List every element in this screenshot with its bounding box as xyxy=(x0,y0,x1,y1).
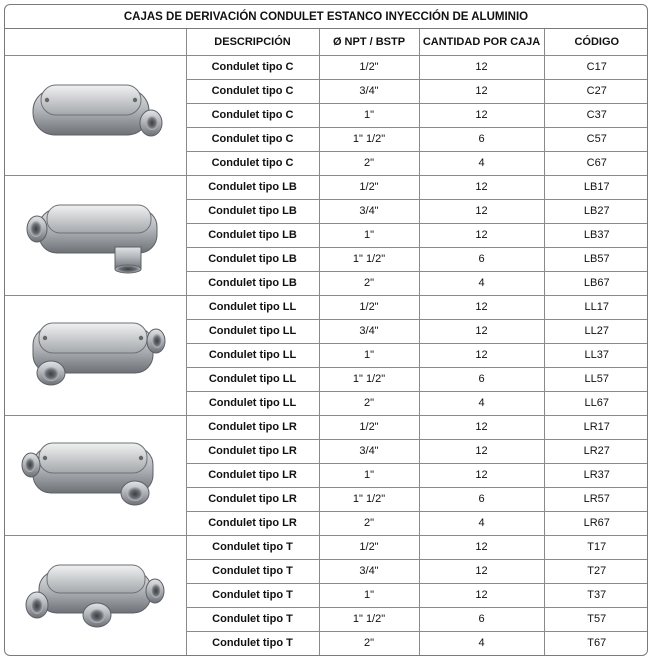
size-cell: 1/2" xyxy=(319,295,419,319)
description-cell: Condulet tipo LB xyxy=(186,247,319,271)
quantity-cell: 12 xyxy=(419,175,544,199)
quantity-cell: 12 xyxy=(419,583,544,607)
size-cell: 1" 1/2" xyxy=(319,367,419,391)
code-cell: C17 xyxy=(544,55,648,79)
product-table xyxy=(5,29,648,656)
description-cell: Condulet tipo LB xyxy=(186,271,319,295)
header-row xyxy=(5,29,648,55)
code-cell: C57 xyxy=(544,127,648,151)
table-row xyxy=(5,175,648,199)
description-cell: Condulet tipo T xyxy=(186,535,319,559)
size-cell: 3/4" xyxy=(319,319,419,343)
description-cell: Condulet tipo T xyxy=(186,583,319,607)
size-cell: 3/4" xyxy=(319,79,419,103)
quantity-cell: 12 xyxy=(419,295,544,319)
description-cell: Condulet tipo LR xyxy=(186,511,319,535)
header-quantity: CANTIDAD POR CAJA xyxy=(419,29,544,55)
size-cell: 3/4" xyxy=(319,559,419,583)
size-cell: 3/4" xyxy=(319,199,419,223)
code-cell: T67 xyxy=(544,631,648,655)
description-cell: Condulet tipo LR xyxy=(186,487,319,511)
quantity-cell: 4 xyxy=(419,511,544,535)
description-cell: Condulet tipo LR xyxy=(186,463,319,487)
code-cell: C67 xyxy=(544,151,648,175)
product-image-cell xyxy=(5,295,186,415)
size-cell: 1" 1/2" xyxy=(319,607,419,631)
table-row xyxy=(5,55,648,79)
code-cell: T17 xyxy=(544,535,648,559)
description-cell: Condulet tipo T xyxy=(186,607,319,631)
description-cell: Condulet tipo C xyxy=(186,55,319,79)
code-cell: LL67 xyxy=(544,391,648,415)
quantity-cell: 12 xyxy=(419,463,544,487)
size-cell: 2" xyxy=(319,271,419,295)
table-row xyxy=(5,535,648,559)
quantity-cell: 12 xyxy=(419,319,544,343)
description-cell: Condulet tipo LL xyxy=(186,295,319,319)
header-size: Ø NPT / BSTP xyxy=(319,29,419,55)
header-code: CÓDIGO xyxy=(544,29,648,55)
size-cell: 1/2" xyxy=(319,415,419,439)
size-cell: 1" 1/2" xyxy=(319,247,419,271)
code-cell: LL27 xyxy=(544,319,648,343)
code-cell: T27 xyxy=(544,559,648,583)
code-cell: LL17 xyxy=(544,295,648,319)
product-image-cell xyxy=(5,55,186,175)
code-cell: LR27 xyxy=(544,439,648,463)
description-cell: Condulet tipo LR xyxy=(186,439,319,463)
quantity-cell: 12 xyxy=(419,55,544,79)
size-cell: 1" 1/2" xyxy=(319,487,419,511)
size-cell: 2" xyxy=(319,511,419,535)
quantity-cell: 12 xyxy=(419,223,544,247)
code-cell: C27 xyxy=(544,79,648,103)
description-cell: Condulet tipo C xyxy=(186,127,319,151)
size-cell: 2" xyxy=(319,391,419,415)
description-cell: Condulet tipo LB xyxy=(186,223,319,247)
description-cell: Condulet tipo LL xyxy=(186,391,319,415)
quantity-cell: 12 xyxy=(419,415,544,439)
code-cell: LB17 xyxy=(544,175,648,199)
product-image-cell xyxy=(5,415,186,535)
quantity-cell: 12 xyxy=(419,79,544,103)
quantity-cell: 4 xyxy=(419,271,544,295)
table-row xyxy=(5,295,648,319)
quantity-cell: 12 xyxy=(419,103,544,127)
description-cell: Condulet tipo LL xyxy=(186,367,319,391)
description-cell: Condulet tipo T xyxy=(186,559,319,583)
product-table-frame xyxy=(4,4,648,656)
size-cell: 1/2" xyxy=(319,175,419,199)
condulet-lb-icon xyxy=(11,185,179,285)
table-row xyxy=(5,415,648,439)
code-cell: LR57 xyxy=(544,487,648,511)
code-cell: LB27 xyxy=(544,199,648,223)
table-title: CAJAS DE DERIVACIÓN CONDULET ESTANCO INYECCIÓN DE ALUMINIO xyxy=(5,5,647,29)
description-cell: Condulet tipo C xyxy=(186,103,319,127)
quantity-cell: 12 xyxy=(419,535,544,559)
code-cell: T57 xyxy=(544,607,648,631)
condulet-c-icon xyxy=(11,65,179,165)
quantity-cell: 12 xyxy=(419,199,544,223)
description-cell: Condulet tipo LL xyxy=(186,343,319,367)
table-body xyxy=(5,55,648,655)
size-cell: 2" xyxy=(319,631,419,655)
condulet-lr-icon xyxy=(11,425,179,525)
description-cell: Condulet tipo LL xyxy=(186,319,319,343)
size-cell: 1" xyxy=(319,103,419,127)
code-cell: LB57 xyxy=(544,247,648,271)
quantity-cell: 4 xyxy=(419,631,544,655)
size-cell: 1" 1/2" xyxy=(319,127,419,151)
description-cell: Condulet tipo LB xyxy=(186,199,319,223)
condulet-t-icon xyxy=(11,545,179,645)
description-cell: Condulet tipo T xyxy=(186,631,319,655)
quantity-cell: 6 xyxy=(419,247,544,271)
header-description: DESCRIPCIÓN xyxy=(186,29,319,55)
size-cell: 2" xyxy=(319,151,419,175)
quantity-cell: 6 xyxy=(419,487,544,511)
header-image xyxy=(5,29,186,55)
code-cell: LB37 xyxy=(544,223,648,247)
product-image-cell xyxy=(5,175,186,295)
size-cell: 1/2" xyxy=(319,535,419,559)
quantity-cell: 12 xyxy=(419,343,544,367)
size-cell: 1" xyxy=(319,583,419,607)
code-cell: T37 xyxy=(544,583,648,607)
code-cell: LL57 xyxy=(544,367,648,391)
description-cell: Condulet tipo C xyxy=(186,151,319,175)
size-cell: 1" xyxy=(319,463,419,487)
quantity-cell: 6 xyxy=(419,607,544,631)
code-cell: LB67 xyxy=(544,271,648,295)
description-cell: Condulet tipo LB xyxy=(186,175,319,199)
quantity-cell: 12 xyxy=(419,559,544,583)
quantity-cell: 4 xyxy=(419,391,544,415)
code-cell: LR17 xyxy=(544,415,648,439)
size-cell: 1" xyxy=(319,343,419,367)
condulet-ll-icon xyxy=(11,305,179,405)
description-cell: Condulet tipo C xyxy=(186,79,319,103)
product-image-cell xyxy=(5,535,186,655)
quantity-cell: 6 xyxy=(419,127,544,151)
quantity-cell: 6 xyxy=(419,367,544,391)
description-cell: Condulet tipo LR xyxy=(186,415,319,439)
code-cell: LR67 xyxy=(544,511,648,535)
code-cell: LL37 xyxy=(544,343,648,367)
size-cell: 1/2" xyxy=(319,55,419,79)
size-cell: 1" xyxy=(319,223,419,247)
code-cell: LR37 xyxy=(544,463,648,487)
size-cell: 3/4" xyxy=(319,439,419,463)
code-cell: C37 xyxy=(544,103,648,127)
quantity-cell: 4 xyxy=(419,151,544,175)
quantity-cell: 12 xyxy=(419,439,544,463)
